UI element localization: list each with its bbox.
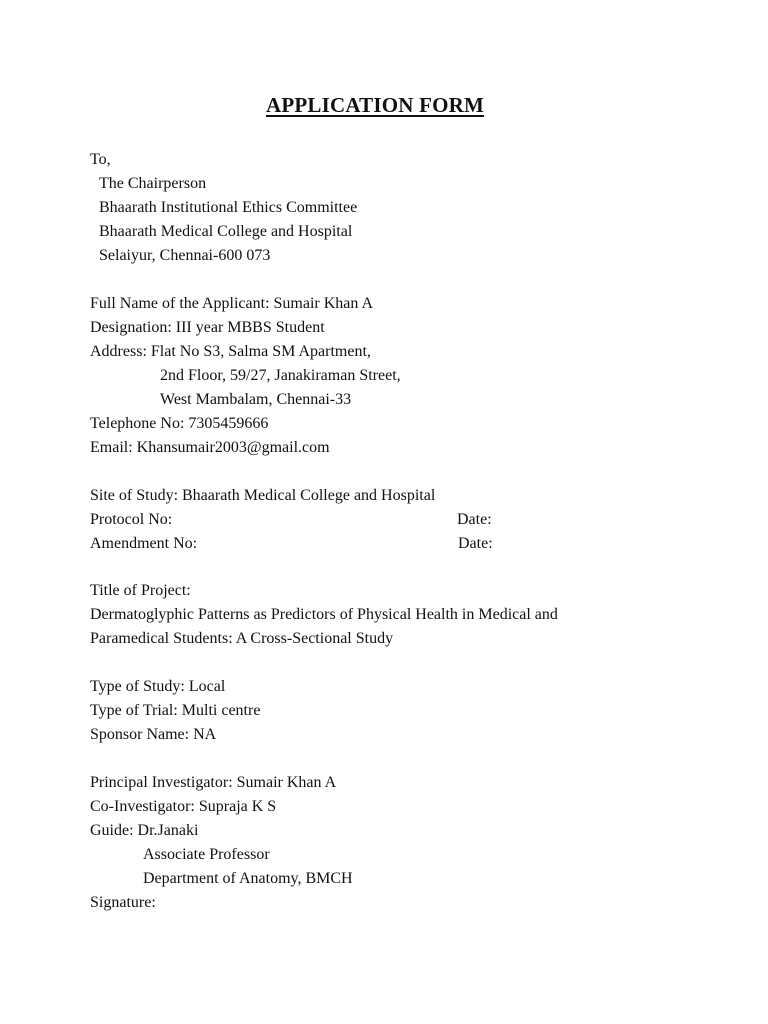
applicant-email: Email: Khansumair2003@gmail.com [90,439,330,456]
applicant-address-line-2: 2nd Floor, 59/27, Janakiraman Street, [160,367,401,384]
study-site: Site of Study: Bhaarath Medical College and Hospital [90,487,436,504]
addressee-line-2: Bhaarath Institutional Ethics Committee [99,199,358,216]
applicant-address-line-1: Address: Flat No S3, Salma SM Apartment, [90,343,371,360]
guide-department: Department of Anatomy, BMCH [143,870,353,887]
protocol-date-label: Date: [457,511,492,528]
applicant-full-name: Full Name of the Applicant: Sumair Khan A [90,295,374,312]
project-title-label: Title of Project: [90,582,191,599]
signature-label: Signature: [90,894,156,911]
addressee-line-1: The Chairperson [99,175,207,192]
principal-investigator: Principal Investigator: Sumair Khan A [90,774,337,791]
page-title: APPLICATION FORM [265,93,485,117]
project-title-line-1: Dermatoglyphic Patterns as Predictors of Physical Health in Medical and [90,606,558,623]
guide-title: Associate Professor [143,846,270,863]
applicant-designation: Designation: III year MBBS Student [90,319,325,336]
applicant-address-line-3: West Mambalam, Chennai-33 [160,391,352,408]
amendment-no-label: Amendment No: [90,535,198,552]
addressee-line-3: Bhaarath Medical College and Hospital [99,223,353,240]
co-investigator: Co-Investigator: Supraja K S [90,798,277,815]
amendment-date-label: Date: [458,535,493,552]
project-title-line-2: Paramedical Students: A Cross-Sectional Study [90,630,394,647]
type-of-study: Type of Study: Local [90,678,226,695]
sponsor-name: Sponsor Name: NA [90,726,217,743]
addressee-to: To, [90,151,111,168]
applicant-telephone: Telephone No: 7305459666 [90,415,269,432]
guide-name: Guide: Dr.Janaki [90,822,199,839]
protocol-no-label: Protocol No: [90,511,173,528]
type-of-trial: Type of Trial: Multi centre [90,702,261,719]
addressee-line-4: Selaiyur, Chennai-600 073 [99,247,271,264]
